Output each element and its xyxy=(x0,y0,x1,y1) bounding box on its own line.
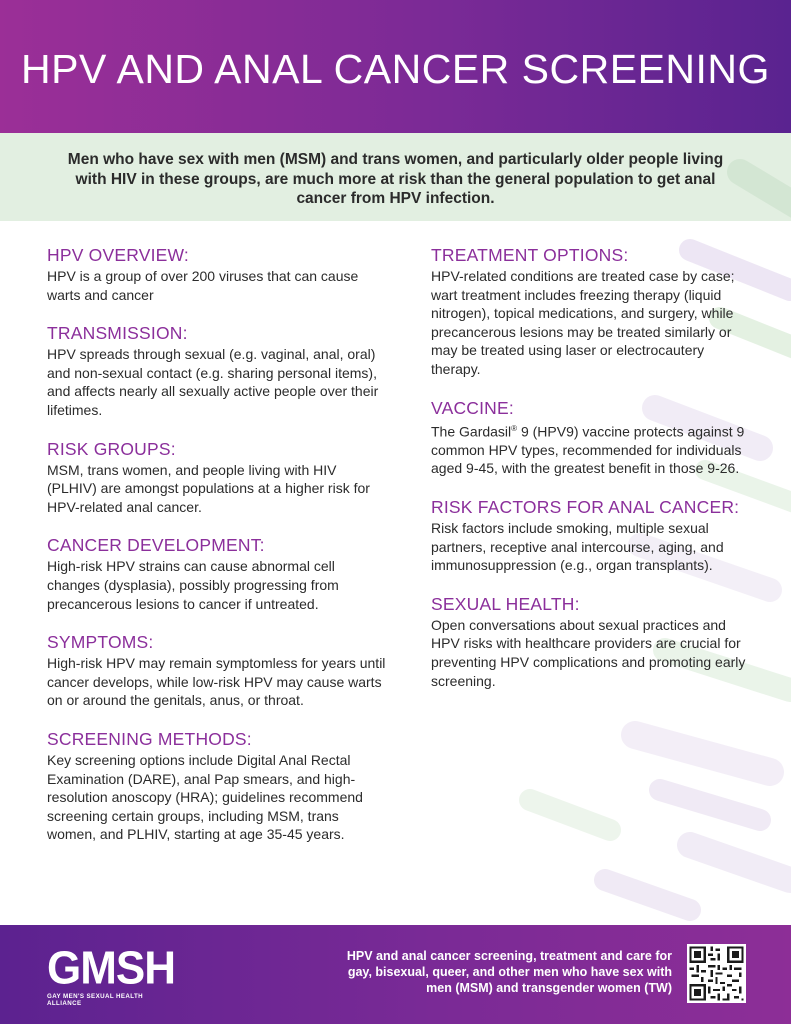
section-heading: SYMPTOMS: xyxy=(47,632,154,653)
section-body: Open conversations about sexual practices and HPV risks with healthcare providers are crucial for preventing HPV complications and promoting early screening. xyxy=(431,616,746,689)
section-treatment-options xyxy=(431,245,751,379)
header-banner xyxy=(0,0,791,133)
page-title: HPV AND ANAL CANCER SCREENING xyxy=(21,46,770,92)
footer-tagline: HPV and anal cancer screening, treatment and care for gay, bisexual, queer, and other men who have sex with men (MSM) and transgender women (TW) xyxy=(346,949,672,995)
section-heading: RISK FACTORS FOR ANAL CANCER: xyxy=(431,497,740,517)
section-risk-groups xyxy=(47,439,387,517)
logo-wordmark: GMSH xyxy=(47,942,175,995)
section-body: High-risk HPV may remain symptomless for years until cancer develops, while low-risk HPV may cause warts on or around the genitals, anus, or throat. xyxy=(47,655,386,709)
section-screening-methods xyxy=(47,729,387,844)
section-body: HPV-related conditions are treated case by case; wart treatment includes freezing therapy (liquid nitrogen), topical medications, and surgery, while precancerous lesions may be treated similarly or may be treated using laser or electrocautery therapy. xyxy=(431,268,735,377)
section-risk-factors xyxy=(431,497,751,575)
section-heading: SEXUAL HEALTH: xyxy=(431,593,580,614)
section-body: Key screening options include Digital Anal Rectal Examination (DARE), anal Pap smears, and high-resolution anoscopy (HRA); guidelines recommend screening certain groups, including MSM, trans women, and PLHIV, starting at age 35-45 years. xyxy=(47,751,363,843)
left-column xyxy=(47,245,387,863)
section-heading: SCREENING METHODS: xyxy=(47,728,252,749)
section-transmission xyxy=(47,323,387,419)
section-body xyxy=(431,420,751,478)
intro-text: Men who have sex with men (MSM) and trans women, and particularly older people living with HIV in these groups, are much more at risk than the general population to get anal cancer from HPV infection. xyxy=(67,151,724,207)
section-heading: HPV OVERVIEW: xyxy=(47,245,189,265)
section-body: Risk factors include smoking, multiple sexual partners, receptive anal intercourse, aging, and immunosuppression (e.g., organ transplants). xyxy=(431,520,724,574)
section-sexual-health xyxy=(431,594,751,690)
vaccine-text-start: The Gardasil xyxy=(431,423,512,440)
qr-code-icon[interactable] xyxy=(687,944,746,1003)
section-heading: RISK GROUPS: xyxy=(47,438,176,459)
logo-subtitle: GAY MEN'S SEXUAL HEALTH ALLIANCE xyxy=(47,993,144,1007)
section-body: MSM, trans women, and people living with HIV (PLHIV) are amongst populations at a higher risk for HPV-related anal cancer. xyxy=(47,461,370,515)
right-column xyxy=(431,245,751,709)
section-symptoms xyxy=(47,632,387,710)
registered-mark: ® xyxy=(511,423,518,433)
section-heading: TREATMENT OPTIONS: xyxy=(431,245,629,265)
section-cancer-development xyxy=(47,535,387,613)
intro-banner xyxy=(0,133,791,221)
vaccine-text-end: 9 (HPV9) vaccine protects against 9 common HPV types, recommended for individuals aged 9-45, with the greatest benefit in those 9-26. xyxy=(431,423,745,477)
section-body: High-risk HPV strains can cause abnormal cell changes (dysplasia), possibly progressing from precancerous lesions to cancer if untreated. xyxy=(47,558,339,612)
gmsh-logo xyxy=(47,942,177,1007)
section-vaccine xyxy=(431,398,751,478)
section-heading: CANCER DEVELOPMENT: xyxy=(47,535,265,556)
section-body: HPV spreads through sexual (e.g. vaginal, anal, oral) and non-sexual contact (e.g. sharing personal items), and affects nearly all sexually active people over their lifetimes. xyxy=(47,346,379,418)
section-hpv-overview xyxy=(47,245,387,304)
section-heading: VACCINE: xyxy=(431,397,514,418)
section-heading: TRANSMISSION: xyxy=(47,323,188,344)
section-body: HPV is a group of over 200 viruses that can cause warts and cancer xyxy=(47,268,359,303)
